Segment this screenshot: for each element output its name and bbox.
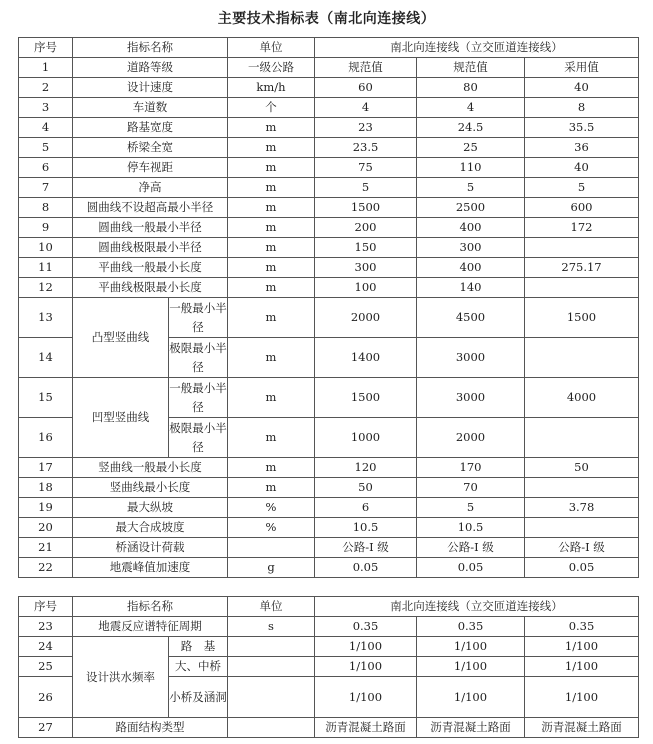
cell-value-1: 1400: [315, 338, 417, 378]
table-title: 主要技术指标表（南北向连接线）: [217, 11, 436, 27]
flood-pavement-table: [18, 596, 639, 738]
cell-name: 路基宽度: [73, 118, 228, 138]
table-row: [19, 198, 639, 218]
cell-unit: m: [228, 238, 315, 258]
cell-no: 24: [19, 637, 73, 657]
cell-no: 27: [19, 718, 73, 738]
cell-no: 10: [19, 238, 73, 258]
cell-value-3: [525, 338, 639, 378]
table-row: [19, 637, 639, 657]
cell-value-3: 40: [525, 158, 639, 178]
cell-unit: m: [228, 418, 315, 458]
cell-unit: [228, 538, 315, 558]
cell-value-3: 沥青混凝土路面: [525, 718, 639, 738]
cell-value-3: 36: [525, 138, 639, 158]
cell-no: 2: [19, 78, 73, 98]
cell-unit: m: [228, 158, 315, 178]
cell-value-2: 1/100: [417, 657, 525, 677]
cell-value-2: 2500: [417, 198, 525, 218]
cell-value-1: 公路-I 级: [315, 538, 417, 558]
cell-name: 地震峰值加速度: [73, 558, 228, 578]
cell-name: 停车视距: [73, 158, 228, 178]
table-row: [19, 538, 639, 558]
cell-value-3: 公路-I 级: [525, 538, 639, 558]
header-group: 南北向连接线（立交匝道连接线）: [315, 38, 639, 58]
cell-value-1: 23.5: [315, 138, 417, 158]
table-row: [19, 718, 639, 738]
cell-subname: 极限最小半径: [169, 338, 228, 378]
cell-value-1: 23: [315, 118, 417, 138]
cell-value-3: 3.78: [525, 498, 639, 518]
cell-value-1: 300: [315, 258, 417, 278]
cell-value-2: 110: [417, 158, 525, 178]
cell-value-2: 规范值: [417, 58, 525, 78]
cell-subname: 小桥及涵洞: [169, 677, 228, 718]
cell-value-3: 5: [525, 178, 639, 198]
cell-value-1: 60: [315, 78, 417, 98]
header-no: 序号: [19, 597, 73, 617]
cell-value-1: 4: [315, 98, 417, 118]
cell-value-3: 0.05: [525, 558, 639, 578]
cell-value-2: 1/100: [417, 637, 525, 657]
cell-name: 道路等级: [73, 58, 228, 78]
cell-unit: 一级公路: [228, 58, 315, 78]
cell-no: 18: [19, 478, 73, 498]
cell-value-3: 172: [525, 218, 639, 238]
cell-unit: m: [228, 198, 315, 218]
cell-value-3: [525, 238, 639, 258]
cell-name: 最大纵坡: [73, 498, 228, 518]
cell-no: 15: [19, 378, 73, 418]
table-row: [19, 98, 639, 118]
cell-unit: m: [228, 458, 315, 478]
cell-name-flood: 设计洪水频率: [73, 637, 169, 718]
cell-unit: m: [228, 118, 315, 138]
cell-value-1: 75: [315, 158, 417, 178]
cell-value-3: 1/100: [525, 637, 639, 657]
table-row: [19, 617, 639, 637]
header-no: 序号: [19, 38, 73, 58]
cell-no: 9: [19, 218, 73, 238]
cell-unit: 个: [228, 98, 315, 118]
cell-value-1: 6: [315, 498, 417, 518]
cell-unit: s: [228, 617, 315, 637]
cell-value-1: 规范值: [315, 58, 417, 78]
table-row: [19, 378, 639, 418]
main-tech-table: [18, 37, 639, 578]
cell-name: 最大合成坡度: [73, 518, 228, 538]
cell-name: 地震反应谱特征周期: [73, 617, 228, 637]
cell-value-1: 5: [315, 178, 417, 198]
table-row: [19, 238, 639, 258]
cell-value-1: 1000: [315, 418, 417, 458]
cell-name: 竖曲线一般最小长度: [73, 458, 228, 478]
cell-value-1: 100: [315, 278, 417, 298]
header-unit: 单位: [228, 38, 315, 58]
cell-value-3: 275.17: [525, 258, 639, 278]
cell-value-2: 公路-I 级: [417, 538, 525, 558]
cell-no: 1: [19, 58, 73, 78]
table-row: [19, 178, 639, 198]
cell-no: 19: [19, 498, 73, 518]
cell-value-2: 3000: [417, 338, 525, 378]
cell-value-1: 200: [315, 218, 417, 238]
cell-name: 设计速度: [73, 78, 228, 98]
cell-value-2: 300: [417, 238, 525, 258]
cell-value-3: 4000: [525, 378, 639, 418]
cell-value-1: 1500: [315, 378, 417, 418]
table-row: [19, 258, 639, 278]
cell-no: 26: [19, 677, 73, 718]
table-row: [19, 478, 639, 498]
cell-no: 6: [19, 158, 73, 178]
cell-no: 3: [19, 98, 73, 118]
cell-no: 14: [19, 338, 73, 378]
cell-value-3: 50: [525, 458, 639, 478]
cell-no: 7: [19, 178, 73, 198]
table-row: [19, 498, 639, 518]
cell-unit: m: [228, 218, 315, 238]
cell-unit: m: [228, 338, 315, 378]
cell-name: 平曲线极限最小长度: [73, 278, 228, 298]
cell-value-3: 1/100: [525, 677, 639, 718]
cell-unit: %: [228, 518, 315, 538]
cell-unit: m: [228, 478, 315, 498]
cell-name-convex: 凸型竖曲线: [73, 298, 169, 378]
cell-value-3: 1500: [525, 298, 639, 338]
cell-value-1: 0.05: [315, 558, 417, 578]
cell-value-1: 1/100: [315, 657, 417, 677]
cell-value-3: [525, 418, 639, 458]
cell-unit: m: [228, 378, 315, 418]
cell-no: 5: [19, 138, 73, 158]
cell-value-2: 10.5: [417, 518, 525, 538]
cell-value-2: 2000: [417, 418, 525, 458]
cell-name: 路面结构类型: [73, 718, 228, 738]
table-row: [19, 78, 639, 98]
cell-value-2: 4500: [417, 298, 525, 338]
cell-name: 平曲线一般最小长度: [73, 258, 228, 278]
cell-no: 20: [19, 518, 73, 538]
cell-value-2: 0.05: [417, 558, 525, 578]
cell-value-1: 1/100: [315, 677, 417, 718]
cell-no: 21: [19, 538, 73, 558]
cell-value-1: 2000: [315, 298, 417, 338]
cell-unit: m: [228, 138, 315, 158]
cell-unit: m: [228, 278, 315, 298]
cell-value-3: [525, 518, 639, 538]
cell-value-1: 50: [315, 478, 417, 498]
cell-unit: km/h: [228, 78, 315, 98]
cell-unit: [228, 657, 315, 677]
cell-no: 8: [19, 198, 73, 218]
header-name: 指标名称: [73, 38, 228, 58]
cell-name: 竖曲线最小长度: [73, 478, 228, 498]
cell-name: 车道数: [73, 98, 228, 118]
cell-value-3: 600: [525, 198, 639, 218]
table-row: [19, 158, 639, 178]
cell-value-2: 24.5: [417, 118, 525, 138]
table-row: [19, 518, 639, 538]
cell-value-1: 沥青混凝土路面: [315, 718, 417, 738]
cell-no: 11: [19, 258, 73, 278]
cell-name: 净高: [73, 178, 228, 198]
cell-name: 圆曲线一般最小半径: [73, 218, 228, 238]
cell-no: 23: [19, 617, 73, 637]
cell-value-1: 1/100: [315, 637, 417, 657]
cell-unit: [228, 637, 315, 657]
cell-name: 桥涵设计荷载: [73, 538, 228, 558]
cell-value-2: 5: [417, 178, 525, 198]
table-row: [19, 138, 639, 158]
table-header-row: [19, 38, 639, 58]
cell-value-2: 1/100: [417, 677, 525, 718]
table-row: [19, 218, 639, 238]
cell-unit: g: [228, 558, 315, 578]
cell-no: 13: [19, 298, 73, 338]
table-row: [19, 558, 639, 578]
cell-value-3: 8: [525, 98, 639, 118]
cell-no: 22: [19, 558, 73, 578]
cell-unit: %: [228, 498, 315, 518]
cell-unit: [228, 677, 315, 718]
header-unit: 单位: [228, 597, 315, 617]
cell-name-concave: 凹型竖曲线: [73, 378, 169, 458]
cell-value-2: 3000: [417, 378, 525, 418]
cell-unit: [228, 718, 315, 738]
cell-name: 桥梁全宽: [73, 138, 228, 158]
cell-value-2: 70: [417, 478, 525, 498]
cell-value-2: 140: [417, 278, 525, 298]
cell-subname: 一般最小半径: [169, 378, 228, 418]
cell-no: 12: [19, 278, 73, 298]
cell-value-2: 170: [417, 458, 525, 478]
cell-value-1: 10.5: [315, 518, 417, 538]
table-row: [19, 58, 639, 78]
cell-unit: m: [228, 298, 315, 338]
cell-value-2: 4: [417, 98, 525, 118]
cell-unit: m: [228, 258, 315, 278]
cell-subname: 大、中桥: [169, 657, 228, 677]
cell-value-1: 1500: [315, 198, 417, 218]
cell-value-1: 120: [315, 458, 417, 478]
cell-value-1: 150: [315, 238, 417, 258]
table-header-row: [19, 597, 639, 617]
cell-value-1: 0.35: [315, 617, 417, 637]
cell-value-2: 沥青混凝土路面: [417, 718, 525, 738]
cell-value-2: 25: [417, 138, 525, 158]
table-row: [19, 458, 639, 478]
cell-value-3: 40: [525, 78, 639, 98]
cell-value-3: [525, 478, 639, 498]
cell-value-3: 采用值: [525, 58, 639, 78]
cell-value-2: 0.35: [417, 617, 525, 637]
cell-value-3: [525, 278, 639, 298]
header-name: 指标名称: [73, 597, 228, 617]
cell-subname: 路 基: [169, 637, 228, 657]
cell-no: 25: [19, 657, 73, 677]
cell-value-3: 35.5: [525, 118, 639, 138]
table-row: [19, 298, 639, 338]
table-row: [19, 278, 639, 298]
cell-value-2: 400: [417, 258, 525, 278]
header-group: 南北向连接线（立交匝道连接线）: [315, 597, 639, 617]
cell-name: 圆曲线极限最小半径: [73, 238, 228, 258]
cell-value-3: 0.35: [525, 617, 639, 637]
cell-no: 16: [19, 418, 73, 458]
cell-value-2: 5: [417, 498, 525, 518]
table-row: [19, 118, 639, 138]
cell-no: 4: [19, 118, 73, 138]
cell-no: 17: [19, 458, 73, 478]
cell-value-2: 400: [417, 218, 525, 238]
cell-subname: 极限最小半径: [169, 418, 228, 458]
cell-subname: 一般最小半径: [169, 298, 228, 338]
cell-value-2: 80: [417, 78, 525, 98]
cell-value-3: 1/100: [525, 657, 639, 677]
cell-unit: m: [228, 178, 315, 198]
cell-name: 圆曲线不设超高最小半径: [73, 198, 228, 218]
